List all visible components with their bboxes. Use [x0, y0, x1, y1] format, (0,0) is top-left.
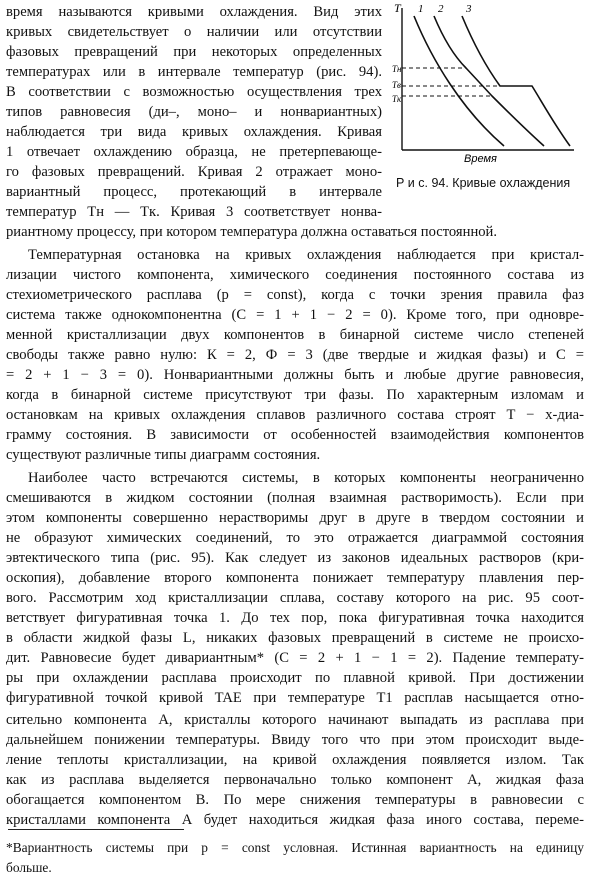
text-line: ление теплоты кристаллизации, на кривой охлаждения появляется излом. Так — [6, 752, 584, 768]
axis-x-label: Время — [464, 153, 497, 165]
text-line: риантному процессу, при котором температура должна оставаться постоянной. — [6, 224, 498, 240]
text-line: фигуративной точкой кривой TAE при температуре T1 расплав насыщается отно- — [6, 690, 584, 706]
text-line: ветствует фигуративная точка 1. До тех пор, пока фигуративная точка находится — [6, 610, 584, 626]
text-line: система также однокомпонентна (С = 1 + 1 − 2 = 0). Кроме того, при одновре- — [6, 307, 584, 323]
text-line: эвтектического типа (рис. 95). Как следует из законов идеальных растворов (кри- — [6, 550, 584, 566]
text-line: = 2 + 1 − 3 = 0). Нонвариантными должны быть и любые другие равновесия, — [6, 367, 584, 383]
figure-caption: Р и с. 94. Кривые охлаждения — [396, 176, 571, 190]
label-tk: Tк — [392, 94, 402, 104]
text-line: дальнейшем понижении температуры. Ввиду того что при этом происходит выде- — [6, 732, 584, 748]
footnote-rule — [8, 829, 184, 830]
text-line: дит. Равновесие будет дивариантным* (С = 2 + 1 − 1 = 2). Падение температу- — [6, 650, 584, 666]
text-line: не образуют химических соединений, то это отражается диаграммой состояния — [6, 530, 584, 546]
text-line: Температурная остановка на кривых охлаждения наблюдается при кристал- — [28, 247, 584, 263]
text-line: оскопия), добавление второго компонента понижает температуру плавления пер- — [6, 570, 584, 586]
curve-1 — [414, 16, 504, 146]
label-tn: Tн — [392, 64, 402, 74]
text-line: обогащается компонентом В. По мере снижения температуры в равновесии с — [6, 792, 584, 808]
text-line: температурах или в интервале температур (рис. 94). — [6, 64, 382, 80]
text-line: типов равновесия (ди–, моно– и нонвариантных) — [6, 104, 382, 120]
footnote-line: *Вариантность системы при p = const условная. Истинная вариантность на единицу — [6, 840, 584, 855]
text-line: фазовых превращений при некоторых определенных — [6, 44, 382, 60]
text-line: кривых свидетельствует о наличии или отсутствии — [6, 24, 382, 40]
text-line: Наиболее часто встречаются системы, в которых компоненты неограниченно — [28, 470, 584, 486]
text-line: лизации чистого компонента, химического соединения постоянного состава из — [6, 267, 584, 283]
text-line: температур Tн — Tк. Кривая 3 соответствует нонва- — [6, 204, 382, 220]
cooling-curves-figure — [392, 0, 584, 200]
text-line: в области жидкой фазы L, никаких фазовых превращений в системе не происхо- — [6, 630, 584, 646]
text-line: смешиваются в жидком состоянии (полная взаимная растворимость). Если при — [6, 490, 584, 506]
text-line: вого. Рассмотрим ход кристаллизации сплава, составу которого на рис. 95 соот- — [6, 590, 584, 606]
axis-y-label: T — [394, 1, 401, 15]
text-line: стехиометрического расплава (p = const), когда с точки зрения правила фаз — [6, 287, 584, 303]
text-line: наблюдается три вида кривых охлаждения. Кривая — [6, 124, 382, 140]
text-line: менной кристаллизации двух компонентов в бинарной системе число степеней — [6, 327, 584, 343]
text-line: время называются кривыми охлаждения. Вид этих — [6, 4, 382, 20]
text-line: остановкам на кривых охлаждения сплавов различного состава строят T − x-диа- — [6, 407, 584, 423]
curve-2 — [434, 16, 544, 146]
text-line: го фазовых превращений. Кривая 2 отражает моно- — [6, 164, 382, 180]
curve-label-1: 1 — [418, 3, 424, 15]
footnote-line: больше. — [6, 860, 52, 875]
text-line: В соответствии с возможностью осуществления трех — [6, 84, 382, 100]
text-line: свободы также равно нулю: К = 2, Ф = 3 (две твердые и жидкая фазы) и С = — [6, 347, 584, 363]
text-line: существуют различные типы диаграмм состояния. — [6, 447, 321, 463]
label-tv: Tв — [392, 80, 401, 90]
text-line: ры при охлаждении расплава происходит по плавной кривой. При достижении — [6, 670, 584, 686]
text-line: грамму состояния. В зависимости от особенностей взаимодействия компонентов — [6, 427, 584, 443]
text-line: как из расплава выделяется первоначально только компонент А, жидкая фаза — [6, 772, 584, 788]
curve-label-2: 2 — [438, 3, 444, 15]
text-line: кристаллами компонента А будет находиться жидкая фаза иного состава, переме- — [6, 812, 584, 828]
text-line: этом компоненты совершенно нерастворимы друг в друге в твердом состоянии и — [6, 510, 584, 526]
text-line: 1 отвечает охлаждению образца, не претерпевающе- — [6, 144, 382, 160]
text-line: вариантный процесс, протекающий в интервале — [6, 184, 382, 200]
curve-label-3: 3 — [466, 3, 472, 15]
text-line: сительно компонента А, кристаллы которого начинают выпадать из расплава при — [6, 712, 584, 728]
text-line: когда в бинарной системе присутствуют три фазы. По характерным изломам и — [6, 387, 584, 403]
